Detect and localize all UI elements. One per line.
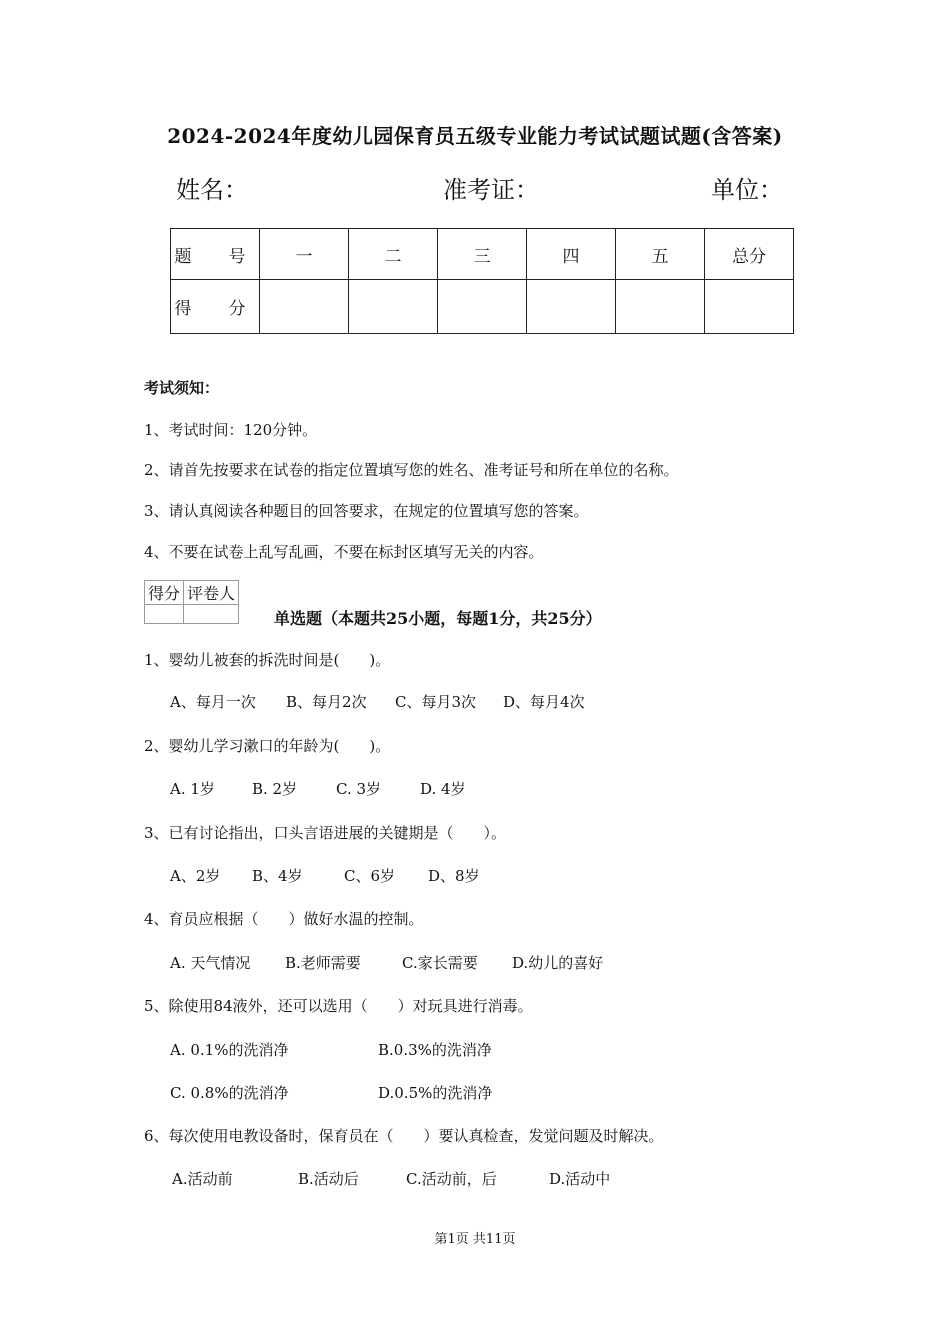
name-label: 姓名： [176,176,248,204]
score-row-label: 得 分 [171,280,260,334]
option: D、8岁 [428,867,480,885]
score-cell[interactable] [527,280,616,334]
question-text: 2、婴幼儿学习漱口的年龄为( )。 [144,737,391,755]
option: A、2岁 [170,867,221,885]
option: C. 3岁 [336,780,382,798]
page-title: 2024-2024年度幼儿园保育员五级专业能力考试试题试题(含答案) [167,124,783,148]
score-cell[interactable] [616,280,705,334]
option: C、6岁 [344,867,396,885]
option: D. 4岁 [420,780,466,798]
notice-item: 4、不要在试卷上乱写乱画，不要在标封区填写无关的内容。 [144,543,544,561]
score-header-label: 题 号 [171,229,260,280]
option: D.0.5%的洗消净 [378,1084,493,1102]
option: C.家长需要 [402,954,478,972]
score-header-total: 总分 [705,229,794,280]
option: D.活动中 [549,1170,611,1188]
option: C. 0.8%的洗消净 [170,1084,289,1102]
notice-item: 1、考试时间：120分钟。 [144,421,318,439]
option: B、4岁 [252,867,303,885]
option: B.0.3%的洗消净 [378,1041,492,1059]
option: A、每月一次 [170,693,256,711]
score-header-1: 一 [260,229,349,280]
option: D.幼儿的喜好 [512,954,604,972]
score-cell-total[interactable] [705,280,794,334]
question-text: 5、除使用84液外，还可以选用（ ）对玩具进行消毒。 [144,997,533,1015]
score-cell[interactable] [349,280,438,334]
score-cell[interactable] [438,280,527,334]
score-header-5: 五 [616,229,705,280]
exam-id-label: 准考证： [443,176,539,204]
unit-label: 单位： [711,176,783,204]
option: C、每月3次 [395,693,477,711]
notice-heading: 考试须知： [144,379,220,397]
option: C.活动前，后 [406,1170,497,1188]
grader-score-cell[interactable] [145,605,184,624]
question-text: 4、育员应根据（ ）做好水温的控制。 [144,910,424,928]
question-text: 3、已有讨论指出，口头言语进展的关键期是（ ）。 [144,824,507,842]
grader-box [144,580,239,624]
option: B.老师需要 [285,954,361,972]
option: A. 0.1%的洗消净 [170,1041,289,1059]
score-table [170,228,794,334]
score-header-2: 二 [349,229,438,280]
option: B. 2岁 [252,780,298,798]
score-cell[interactable] [260,280,349,334]
grader-reviewer-label: 评卷人 [184,581,239,605]
section-title: 单选题（本题共25小题，每题1分，共25分） [274,609,602,628]
option: A. 1岁 [170,780,215,798]
option: A. 天气情况 [170,954,251,972]
score-header-4: 四 [527,229,616,280]
question-text: 6、每次使用电教设备时，保育员在（ ）要认真检查，发觉问题及时解决。 [144,1127,664,1145]
notice-item: 3、请认真阅读各种题目的回答要求，在规定的位置填写您的答案。 [144,502,589,520]
question-text: 1、婴幼儿被套的拆洗时间是( )。 [144,651,391,669]
page-footer: 第1页 共11页 [434,1232,516,1247]
grader-reviewer-cell[interactable] [184,605,239,624]
grader-score-label: 得分 [145,581,184,605]
option: B、每月2次 [286,693,367,711]
notice-item: 2、请首先按要求在试卷的指定位置填写您的姓名、准考证号和所在单位的名称。 [144,461,679,479]
option: D、每月4次 [503,693,585,711]
option: B.活动后 [298,1170,359,1188]
option: A.活动前 [172,1170,233,1188]
score-header-3: 三 [438,229,527,280]
